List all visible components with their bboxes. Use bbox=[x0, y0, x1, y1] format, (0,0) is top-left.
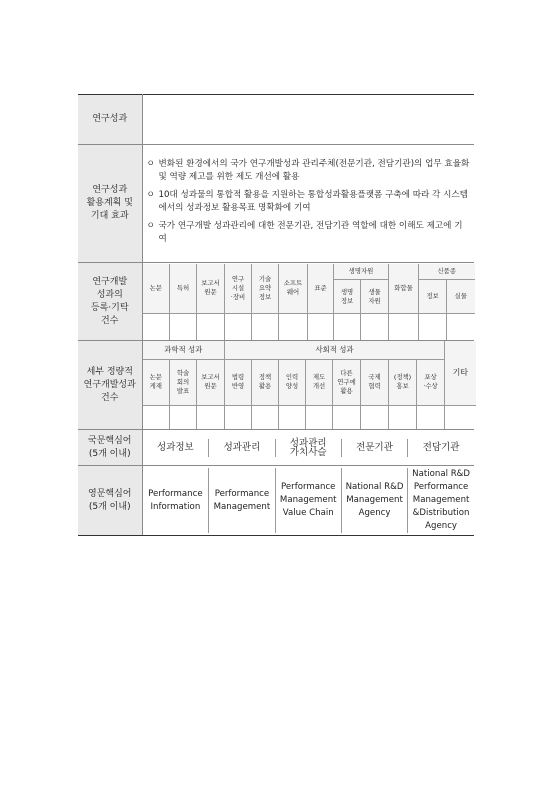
english-keywords-cell bbox=[142, 466, 474, 536]
detail-count-row bbox=[143, 405, 476, 429]
reg-header-variety-material: 실물 bbox=[447, 280, 475, 314]
detail-header-policy: 정책 활용 bbox=[252, 359, 279, 405]
reg-header-standard: 표준 bbox=[308, 264, 334, 314]
utilization-content bbox=[142, 145, 474, 263]
reg-header-variety-info: 정보 bbox=[419, 280, 447, 314]
detail-header-law: 법령 반영 bbox=[225, 359, 252, 405]
detail-grid-cell bbox=[142, 341, 474, 430]
english-keyword: National R&D Performance Management &Distribution Agency bbox=[408, 468, 474, 533]
row-english-keywords bbox=[78, 466, 474, 536]
reg-count-cell[interactable] bbox=[361, 314, 389, 340]
korean-keyword: 성과관리 bbox=[209, 439, 275, 457]
bullet-mark: ㅇ bbox=[146, 190, 155, 200]
english-keyword: Performance Management bbox=[209, 468, 275, 533]
reg-header-bio-info: 생명 정보 bbox=[334, 280, 361, 314]
english-keywords-grid bbox=[143, 468, 475, 533]
detail-count-cell[interactable] bbox=[389, 405, 417, 429]
registration-grid bbox=[143, 264, 475, 340]
reg-count-cell[interactable] bbox=[225, 314, 252, 340]
bullet-text: 국가 연구개발 성과관리에 대한 전문기관, 전담기관 역할에 대한 이해도 제고에 기여 bbox=[158, 221, 463, 244]
reg-header-facility: 연구 시설 ·장비 bbox=[225, 264, 252, 314]
detail-header-award: 포상 ·수상 bbox=[417, 359, 445, 405]
detail-count-cell[interactable] bbox=[143, 405, 170, 429]
detail-header-pr: (정책) 홍보 bbox=[389, 359, 417, 405]
detail-header-intl: 국제 협력 bbox=[361, 359, 389, 405]
korean-keywords-label: 국문핵심어 (5개 이내) bbox=[78, 430, 142, 466]
bullet-text: 변화된 환경에서의 국가 연구개발성과 관리주체(전문기관, 전담기관)의 업무 효율화 및 역량 제고를 위한 제도 개선에 활용 bbox=[158, 159, 470, 182]
detail-count-cell[interactable] bbox=[306, 405, 333, 429]
detail-count-cell[interactable] bbox=[361, 405, 389, 429]
detail-header-other: 기타 bbox=[445, 341, 476, 405]
reg-count-cell[interactable] bbox=[389, 314, 419, 340]
reg-count-cell[interactable] bbox=[279, 314, 308, 340]
korean-keyword: 성과관리 가치사슬 bbox=[275, 439, 341, 457]
bullet-mark: ㅇ bbox=[146, 159, 155, 169]
english-keyword: Performance Information bbox=[143, 468, 209, 533]
row-research-result bbox=[78, 95, 474, 145]
reg-count-cell[interactable] bbox=[447, 314, 475, 340]
reg-count-cell[interactable] bbox=[334, 314, 361, 340]
detail-count-cell[interactable] bbox=[279, 405, 306, 429]
detail-count-cell[interactable] bbox=[417, 405, 445, 429]
reg-header-tech-summary: 기술 요약 정보 bbox=[252, 264, 279, 314]
bullet-text: 10대 성과물의 통합적 활용을 지원하는 통합성과활용플랫폼 구축에 따라 각 시스템에서의 성과정보 활용목표 명확화에 기여 bbox=[158, 190, 468, 213]
korean-keywords-grid bbox=[143, 439, 475, 457]
detail-count-cell[interactable] bbox=[170, 405, 197, 429]
reg-header-compound: 화합물 bbox=[389, 264, 419, 314]
reg-header-paper: 논문 bbox=[143, 264, 170, 314]
reg-count-cell[interactable] bbox=[170, 314, 197, 340]
reg-count-cell[interactable] bbox=[143, 314, 170, 340]
korean-keywords-cell bbox=[142, 430, 474, 466]
detail-header-conference: 학술 회의 발표 bbox=[170, 359, 197, 405]
detail-count-cell[interactable] bbox=[197, 405, 225, 429]
row-detail bbox=[78, 341, 474, 430]
detail-header-report: 보고서 원문 bbox=[197, 359, 225, 405]
reg-header-new-variety: 신품종 bbox=[419, 264, 475, 280]
korean-keyword: 전담기관 bbox=[408, 439, 474, 457]
bullet-mark: ㅇ bbox=[146, 221, 155, 231]
detail-header-training: 인력 양성 bbox=[279, 359, 306, 405]
reg-header-bio-material: 생물 자원 bbox=[361, 280, 389, 314]
english-keyword: Performance Management Value Chain bbox=[275, 468, 341, 533]
registration-grid-cell bbox=[142, 263, 474, 341]
reg-header-patent: 특허 bbox=[170, 264, 197, 314]
korean-keyword: 성과정보 bbox=[143, 439, 209, 457]
detail-header-other-research: 다른 연구에 활용 bbox=[333, 359, 361, 405]
bullet-item bbox=[147, 189, 471, 214]
research-result-value[interactable] bbox=[142, 95, 474, 145]
reg-count-cell[interactable] bbox=[197, 314, 225, 340]
detail-count-cell[interactable] bbox=[252, 405, 279, 429]
research-summary-form bbox=[78, 94, 474, 536]
registration-count-row bbox=[143, 314, 475, 340]
detail-header-institution: 제도 개선 bbox=[306, 359, 333, 405]
detail-count-cell[interactable] bbox=[225, 405, 252, 429]
detail-group-science: 과학적 성과 bbox=[143, 341, 225, 359]
korean-keyword: 전문기관 bbox=[341, 439, 407, 457]
utilization-label: 연구성과 활용계획 및 기대 효과 bbox=[78, 145, 142, 263]
row-registration bbox=[78, 263, 474, 341]
detail-label: 세부 정량적 연구개발성과 건수 bbox=[78, 341, 142, 430]
bullet-item bbox=[147, 220, 471, 245]
summary-table bbox=[78, 94, 474, 536]
detail-count-cell[interactable] bbox=[333, 405, 361, 429]
detail-group-social: 사회적 성과 bbox=[225, 341, 445, 359]
english-keywords-label: 영문핵심어 (5개 이내) bbox=[78, 466, 142, 536]
reg-header-bio-resource: 생명자원 bbox=[334, 264, 389, 280]
detail-header-paper: 논문 게재 bbox=[143, 359, 170, 405]
row-utilization bbox=[78, 145, 474, 263]
research-result-label: 연구성과 bbox=[78, 95, 142, 145]
english-keyword: National R&D Management Agency bbox=[341, 468, 407, 533]
detail-grid bbox=[143, 341, 476, 429]
bullet-item bbox=[147, 158, 471, 183]
reg-header-report: 보고서 원문 bbox=[197, 264, 225, 314]
reg-header-software: 소프트 웨어 bbox=[279, 264, 308, 314]
detail-count-cell[interactable] bbox=[445, 405, 476, 429]
reg-count-cell[interactable] bbox=[419, 314, 447, 340]
reg-count-cell[interactable] bbox=[308, 314, 334, 340]
row-korean-keywords bbox=[78, 430, 474, 466]
reg-count-cell[interactable] bbox=[252, 314, 279, 340]
registration-label: 연구개발 성과의 등록·기탁 건수 bbox=[78, 263, 142, 341]
